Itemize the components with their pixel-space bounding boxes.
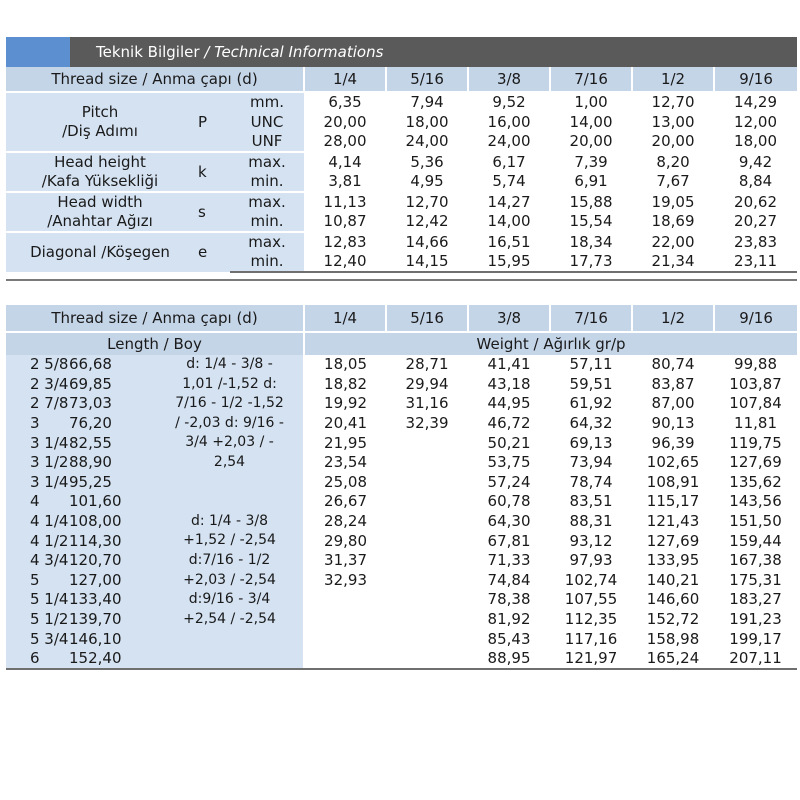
- weight-cell: 207,11: [714, 649, 797, 669]
- value-cell: 18,00: [734, 132, 777, 150]
- value-cell: 12,00: [734, 112, 777, 131]
- length-mm: 139,70: [61, 610, 156, 630]
- weight-cell: 143,56: [729, 492, 782, 511]
- value-cell: 14,15: [386, 252, 468, 272]
- value-cell: 14,00: [569, 112, 613, 131]
- value-cell: 20,62: [714, 192, 797, 212]
- weight-cell: [386, 531, 468, 551]
- size-header: 9/16: [714, 305, 797, 332]
- weight-cell: 31,37: [304, 551, 386, 571]
- weight-cell: 83,87: [651, 374, 695, 393]
- value-cell: 20,27: [734, 212, 777, 230]
- unit-label: min.: [230, 212, 304, 232]
- tolerance-note: d:9/16 - 3/4: [156, 590, 304, 610]
- size-header: 9/16: [714, 67, 797, 92]
- weight-cell: 97,93: [569, 551, 613, 570]
- weight-cell: 60,78: [487, 492, 531, 511]
- length-inch: 5 1/4: [6, 590, 61, 610]
- value-cell: 12,40: [304, 252, 386, 272]
- length-mm: 120,70: [61, 551, 156, 571]
- weight-cell: 83,51: [569, 492, 613, 511]
- weight-cell: 59,51: [569, 374, 613, 393]
- value-cell: 20,00: [569, 132, 613, 150]
- tolerance-note: 1,01 /-1,52 d:: [156, 375, 304, 395]
- weight-cell: 31,16: [405, 394, 449, 413]
- weight-cell: 71,33: [487, 551, 531, 570]
- header-row: [6, 67, 797, 92]
- size-header: 1/4: [304, 305, 386, 332]
- weight-cell: 167,38: [729, 551, 782, 570]
- section-title: [96, 43, 383, 61]
- value-cell: 18,34: [550, 232, 632, 252]
- table-row: [6, 355, 797, 375]
- weight-cell: 50,21: [487, 433, 531, 452]
- weight-cell: 64,32: [569, 414, 613, 433]
- weight-cell: 25,08: [304, 473, 386, 493]
- length-mm: 101,60: [61, 492, 156, 512]
- length-inch: 3: [6, 414, 61, 434]
- weight-cell: [386, 433, 468, 453]
- tolerance-note: +1,52 / -2,54: [156, 531, 304, 551]
- table-row: [6, 610, 797, 630]
- weight-cell: 67,81: [487, 531, 531, 550]
- weight-cell: [386, 571, 468, 591]
- value-cell: 15,54: [569, 212, 613, 230]
- weight-cell: 102,74: [564, 570, 618, 589]
- length-inch: 2 7/8: [6, 394, 61, 414]
- weight-cell: 32,39: [405, 414, 449, 433]
- value-cell: 24,00: [487, 132, 531, 150]
- size-header: 5/16: [386, 305, 468, 332]
- size-header: 1/2: [632, 305, 714, 332]
- tolerance-note: / -2,03 d: 9/16 -: [156, 414, 304, 434]
- value-cell: 12,70: [386, 192, 468, 212]
- weight-cell: 151,50: [729, 512, 782, 531]
- weight-cell: 117,16: [564, 629, 618, 648]
- tolerance-note: 3/4 +2,03 / -: [156, 433, 304, 453]
- size-header: 7/16: [550, 67, 632, 92]
- value-cell: 19,05: [632, 192, 714, 212]
- weight-cell: 119,75: [729, 433, 782, 452]
- value-cell: 18,69: [651, 212, 695, 230]
- length-mm: 73,03: [61, 394, 156, 414]
- section-header: [6, 37, 797, 67]
- weight-cell: 26,67: [304, 492, 386, 512]
- weight-cell: 57,24: [487, 472, 531, 491]
- length-mm: 152,40: [61, 649, 156, 669]
- length-mm: 88,90: [61, 453, 156, 473]
- table-row: [6, 375, 797, 395]
- value-cell: 13,00: [651, 112, 695, 131]
- property-label: [6, 152, 194, 192]
- weight-cell: 96,39: [651, 433, 695, 452]
- value-cell: 16,51: [468, 232, 550, 252]
- property-symbol: s: [194, 192, 230, 232]
- length-label: Length / Boy: [6, 332, 304, 355]
- value-cell: 9,42: [714, 152, 797, 172]
- weight-cell: 32,93: [304, 571, 386, 591]
- tolerance-note: [156, 492, 304, 512]
- value-cell: 14,29: [714, 92, 797, 112]
- value-cell: 12,83: [304, 232, 386, 252]
- weight-cell: [386, 551, 468, 571]
- size-header: 7/16: [550, 305, 632, 332]
- table-row: [6, 433, 797, 453]
- property-symbol: e: [194, 232, 230, 272]
- weight-cell: 146,60: [646, 590, 700, 609]
- weight-cell: 46,72: [487, 414, 531, 433]
- weight-cell: 74,84: [487, 570, 531, 589]
- unit-label: UNC: [230, 112, 304, 132]
- tolerance-note: [156, 629, 304, 649]
- weight-cell: 183,27: [729, 590, 782, 609]
- value-cell: 5,36: [386, 152, 468, 172]
- table-row: [6, 152, 797, 172]
- weight-cell: 99,88: [734, 355, 777, 374]
- tolerance-note: 2,54: [156, 453, 304, 473]
- value-cell: 7,39: [550, 152, 632, 172]
- length-mm: 114,30: [61, 531, 156, 551]
- value-cell: 4,95: [410, 172, 444, 190]
- value-cell: 10,87: [323, 212, 367, 230]
- table-row: [6, 192, 797, 212]
- table-row: [6, 629, 797, 649]
- weight-cell: 107,84: [729, 394, 782, 413]
- table-row: [6, 512, 797, 532]
- header-accent: [6, 37, 70, 67]
- table-row: [6, 414, 797, 434]
- title-en: Technical Informations: [214, 43, 384, 61]
- length-inch: 5: [6, 571, 61, 591]
- thread-size-label: Thread size / Anma çapı (d): [6, 67, 304, 92]
- unit-label: min.: [230, 172, 304, 192]
- weight-cell: 88,95: [468, 649, 550, 669]
- unit-label: min.: [230, 252, 304, 272]
- tolerance-note: d: 1/4 - 3/8 -: [156, 355, 304, 375]
- unit-label: UNF: [230, 132, 304, 152]
- value-cell: 24,00: [405, 132, 449, 150]
- value-cell: 15,95: [468, 252, 550, 272]
- value-cell: 9,52: [468, 92, 550, 112]
- tolerance-note: +2,54 / -2,54: [156, 610, 304, 630]
- table-row: [6, 394, 797, 414]
- weight-cell: 78,38: [487, 590, 531, 609]
- header-row: [6, 305, 797, 332]
- subheader-row: [6, 332, 797, 355]
- table-divider: [6, 279, 797, 281]
- weight-cell: [304, 610, 386, 630]
- length-mm: 108,00: [61, 512, 156, 532]
- value-cell: 6,91: [574, 172, 608, 190]
- value-cell: 1,00: [550, 92, 632, 112]
- weight-cell: 121,97: [550, 649, 632, 669]
- value-cell: 8,20: [632, 152, 714, 172]
- weight-cell: 21,95: [304, 433, 386, 453]
- value-cell: 3,81: [328, 172, 362, 190]
- weight-cell: 87,00: [651, 394, 695, 413]
- table-row: [6, 590, 797, 610]
- length-inch: 4 1/2: [6, 531, 61, 551]
- weight-cell: [304, 649, 386, 669]
- weight-cell: 121,43: [646, 512, 700, 531]
- weight-cell: [304, 590, 386, 610]
- weight-cell: 127,69: [646, 531, 700, 550]
- tolerance-note: 7/16 - 1/2 -1,52: [156, 394, 304, 414]
- weight-cell: 88,31: [569, 512, 613, 531]
- table-row: [6, 232, 797, 252]
- length-inch: 4 3/4: [6, 551, 61, 571]
- weight-cell: [304, 629, 386, 649]
- size-header: 1/2: [632, 67, 714, 92]
- table-row: [6, 453, 797, 473]
- tolerance-note: [156, 649, 304, 669]
- value-cell: 6,35: [304, 92, 386, 112]
- value-cell: 22,00: [632, 232, 714, 252]
- value-cell: 23,83: [714, 232, 797, 252]
- weight-cell: 69,13: [569, 433, 613, 452]
- table-row: [6, 649, 797, 669]
- weight-cell: 112,35: [564, 610, 618, 629]
- weight-cell: 191,23: [729, 610, 782, 629]
- value-cell: 8,84: [738, 172, 773, 190]
- value-cell: 21,34: [632, 252, 714, 272]
- length-inch: 3 1/4: [6, 433, 61, 453]
- property-name-tr: /Kafa Yüksekliği: [41, 172, 159, 190]
- table-row: [6, 551, 797, 571]
- weight-cell: 102,65: [646, 453, 700, 472]
- property-name: Diagonal /Köşegen: [30, 243, 170, 261]
- weight-cell: 29,94: [405, 374, 449, 393]
- value-cell: 11,13: [304, 192, 386, 212]
- weight-cell: [386, 590, 468, 610]
- value-cell: 28,00: [323, 132, 367, 150]
- weight-cell: [386, 473, 468, 493]
- weight-cell: 18,05: [304, 355, 386, 375]
- length-inch: 3 1/2: [6, 453, 61, 473]
- length-inch: 6: [6, 649, 61, 669]
- table-row: [6, 571, 797, 591]
- length-mm: 133,40: [61, 590, 156, 610]
- weight-cell: 43,18: [487, 374, 531, 393]
- weight-cell: 108,91: [646, 472, 700, 491]
- value-cell: 14,66: [386, 232, 468, 252]
- value-cell: 12,70: [632, 92, 714, 112]
- value-cell: 12,42: [405, 212, 449, 230]
- value-cell: 14,00: [487, 212, 531, 230]
- value-cell: 23,11: [714, 252, 797, 272]
- weight-cell: 64,30: [487, 512, 531, 531]
- table-row: [6, 531, 797, 551]
- tolerance-note: d:7/16 - 1/2: [156, 551, 304, 571]
- weight-cell: 158,98: [646, 629, 700, 648]
- tolerance-note: +2,03 / -2,54: [156, 571, 304, 591]
- property-name: Head height: [54, 153, 146, 171]
- weight-cell: 18,82: [304, 375, 386, 395]
- size-header: 3/8: [468, 67, 550, 92]
- weight-cell: 199,17: [729, 629, 782, 648]
- value-cell: 20,00: [651, 132, 695, 150]
- length-inch: 5 1/2: [6, 610, 61, 630]
- weight-cell: 44,95: [487, 394, 531, 413]
- property-name: Head width: [57, 193, 143, 211]
- property-name-tr: /Anahtar Ağızı: [47, 212, 153, 230]
- weight-cell: 61,92: [569, 394, 613, 413]
- weight-cell: 23,54: [304, 453, 386, 473]
- table-row: [6, 92, 797, 112]
- weight-cell: 159,44: [729, 531, 782, 550]
- weight-cell: 29,80: [304, 531, 386, 551]
- length-inch: 2 5/8: [6, 355, 61, 375]
- weight-cell: [386, 453, 468, 473]
- property-label: [6, 192, 194, 232]
- value-cell: 17,73: [550, 252, 632, 272]
- technical-table: [6, 67, 797, 273]
- unit-label: max.: [230, 152, 304, 172]
- weight-cell: 135,62: [729, 472, 782, 491]
- value-cell: 4,14: [304, 152, 386, 172]
- length-inch: 2 3/4: [6, 375, 61, 395]
- value-cell: 18,00: [405, 112, 449, 131]
- weight-cell: 28,24: [304, 512, 386, 532]
- weight-cell: 57,11: [569, 355, 613, 374]
- table-row: [6, 473, 797, 493]
- weight-cell: 41,41: [487, 355, 531, 374]
- length-inch: 4 1/4: [6, 512, 61, 532]
- value-cell: 5,74: [492, 172, 526, 190]
- thread-size-label: Thread size / Anma çapı (d): [6, 305, 304, 332]
- weight-cell: 28,71: [405, 355, 449, 374]
- weight-cell: [386, 649, 468, 669]
- property-symbol: P: [194, 92, 230, 152]
- value-cell: 14,27: [468, 192, 550, 212]
- length-mm: 76,20: [61, 414, 156, 434]
- weight-cell: 127,69: [729, 453, 782, 472]
- weight-cell: 81,92: [487, 610, 531, 629]
- weight-table: [6, 305, 797, 670]
- weight-cell: [386, 512, 468, 532]
- weight-cell: 80,74: [651, 355, 695, 374]
- weight-cell: 152,72: [646, 610, 700, 629]
- size-header: 1/4: [304, 67, 386, 92]
- length-mm: 127,00: [61, 571, 156, 591]
- weight-cell: 73,94: [569, 453, 613, 472]
- weight-cell: 90,13: [651, 414, 695, 433]
- value-cell: 7,67: [656, 172, 690, 190]
- tolerance-note: [156, 473, 304, 493]
- length-mm: 146,10: [61, 629, 156, 649]
- weight-cell: [386, 629, 468, 649]
- weight-cell: 19,92: [304, 394, 386, 414]
- weight-cell: [386, 492, 468, 512]
- value-cell: 16,00: [487, 112, 531, 131]
- weight-label: Weight / Ağırlık gr/p: [304, 332, 797, 355]
- property-name-tr: /Diş Adımı: [62, 122, 138, 140]
- value-cell: 6,17: [468, 152, 550, 172]
- title-tr: Teknik Bilgiler: [96, 43, 200, 61]
- length-inch: 4: [6, 492, 61, 512]
- tolerance-note: d: 1/4 - 3/8: [156, 512, 304, 532]
- table-row: [6, 492, 797, 512]
- weight-cell: 133,95: [646, 551, 700, 570]
- weight-cell: 115,17: [646, 492, 700, 511]
- weight-cell: 107,55: [564, 590, 618, 609]
- weight-cell: [386, 610, 468, 630]
- weight-cell: 78,74: [569, 472, 613, 491]
- size-header: 3/8: [468, 305, 550, 332]
- value-cell: 20,00: [323, 112, 367, 131]
- weight-cell: 53,75: [487, 453, 531, 472]
- property-symbol: k: [194, 152, 230, 192]
- weight-cell: 140,21: [646, 570, 700, 589]
- property-label: [6, 232, 194, 272]
- weight-cell: 20,41: [304, 414, 386, 434]
- unit-label: max.: [230, 232, 304, 252]
- weight-cell: 93,12: [569, 531, 613, 550]
- weight-cell: 85,43: [487, 629, 531, 648]
- size-header: 5/16: [386, 67, 468, 92]
- property-label: [6, 92, 194, 152]
- property-name: Pitch: [81, 103, 119, 121]
- unit-label: max.: [230, 192, 304, 212]
- weight-cell: 103,87: [729, 374, 782, 393]
- value-cell: 7,94: [386, 92, 468, 112]
- length-inch: 5 3/4: [6, 629, 61, 649]
- length-inch: 3 1/4: [6, 473, 61, 493]
- weight-cell: 175,31: [729, 570, 782, 589]
- length-mm: 95,25: [61, 473, 156, 493]
- length-mm: 69,85: [61, 375, 156, 395]
- weight-cell: 165,24: [632, 649, 714, 669]
- title-sep: /: [199, 43, 215, 61]
- value-cell: 15,88: [550, 192, 632, 212]
- length-mm: 66,68: [61, 355, 156, 375]
- unit-label: mm.: [230, 92, 304, 112]
- weight-cell: 11,81: [734, 414, 777, 433]
- length-mm: 82,55: [61, 433, 156, 453]
